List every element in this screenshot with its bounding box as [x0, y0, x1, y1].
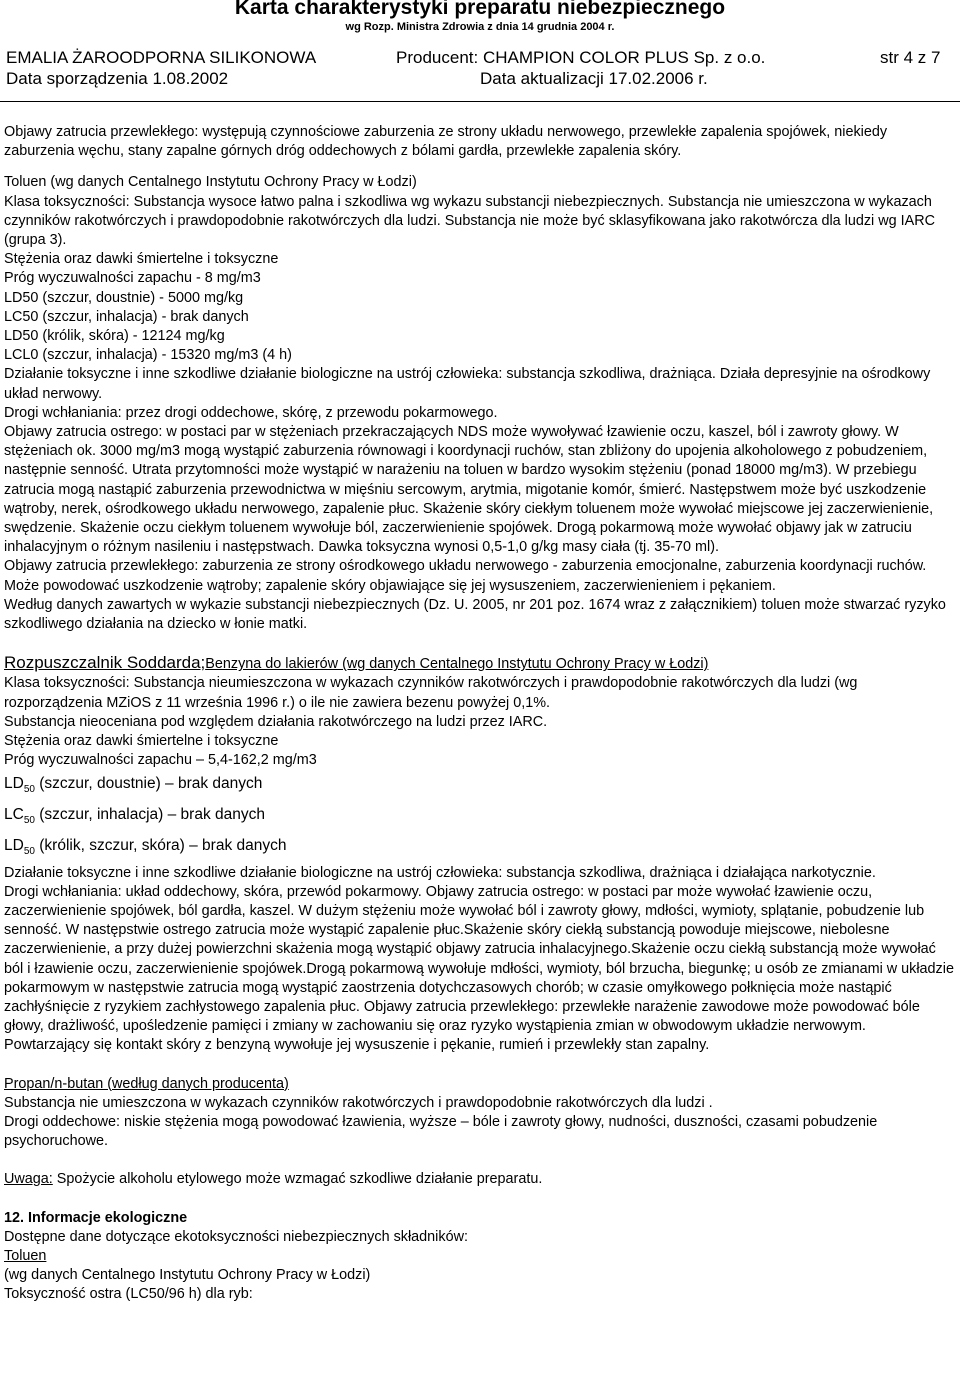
subscript-50: 50 — [23, 783, 35, 795]
ld-prefix: LD — [4, 836, 24, 854]
toluene-odor-threshold: Próg wyczuwalności zapachu - 8 mg/m3 — [4, 270, 261, 287]
soddard-iarc: Substancja nieoceniana pod względem działania rakotwórczego na ludzi przez IARC. — [4, 713, 548, 730]
page-number: str 4 z 7 — [880, 48, 941, 67]
lc50-inhalation-text: (szczur, inhalacja) – brak danych — [34, 805, 265, 823]
ecotox-fish-toxicity: Toksyczność ostra (LC50/96 h) dla ryb: — [4, 1286, 253, 1303]
toluene-heading: Toluen (wg danych Centalnego Instytutu Ochrony Pracy w Łodzi) — [4, 174, 417, 191]
product-name: EMALIA ŻAROODPORNA SILIKONOWA — [6, 48, 317, 67]
soddard-toxic-effects: Działanie toksyczne i inne szkodliwe działanie biologiczne na ustrój człowieka: substancja szkodliwa, drażniąca i działająca narkotycznie. — [4, 864, 876, 881]
alcohol-note — [4, 1170, 954, 1189]
document-header — [0, 0, 960, 105]
update-date: Data aktualizacji 17.02.2006 r. — [480, 69, 708, 88]
soddard-ld50-oral — [4, 771, 954, 802]
toluene-ld50-skin: LD50 (królik, skóra) - 12124 mg/kg — [4, 328, 225, 345]
regulation-subtitle: wg Rozp. Ministra Zdrowia z dnia 14 grudnia 2004 r. — [345, 21, 615, 33]
ld50-oral-text: (szczur, doustnie) – brak danych — [34, 774, 263, 792]
ld50-skin-text: (królik, szczur, skóra) – brak danych — [34, 836, 287, 854]
toluene-lcl0-inhalation: LCL0 (szczur, inhalacja) - 15320 mg/m3 (4 h) — [4, 347, 292, 364]
ld-prefix: LD — [4, 774, 24, 792]
toluene-ld50-oral: LD50 (szczur, doustnie) - 5000 mg/kg — [4, 289, 244, 306]
note-label: Uwaga: — [4, 1171, 53, 1188]
toluene-lethal-heading: Stężenia oraz dawki śmiertelne i toksyczne — [4, 251, 279, 268]
header-divider — [0, 101, 960, 102]
creation-date: Data sporządzenia 1.08.2002 — [6, 69, 229, 88]
toluene-absorption-routes: Drogi wchłaniania: przez drogi oddechowe, skórę, z przewodu pokarmowego. — [4, 404, 498, 421]
toluene-pregnancy-risk: Według danych zawartych w wykazie substancji niebezpiecznych (Dz. U. 2005, nr 201 poz. 1674 wraz z załącznikiem) toluen może stwarzać ryzyko szkodliwego działania na dziecko w łonie matki. — [4, 596, 946, 633]
ecotox-intro: Dostępne dane dotyczące ekotoksyczności niebezpiecznych składników: — [4, 1228, 468, 1245]
propane-classification: Substancja nie umieszczona w wykazach czynników rakotwórczych i prawdopodobnie rakotwórczych dla ludzi . — [4, 1094, 713, 1111]
soddard-heading-main: Rozpuszczalnik Soddarda; — [4, 653, 206, 673]
soddard-lethal-heading: Stężenia oraz dawki śmiertelne i toksyczne — [4, 733, 279, 750]
lc-prefix: LC — [4, 805, 24, 823]
toluene-classification: Klasa toksyczności: Substancja wysoce łatwo palna i szkodliwa wg wykazu substancji niebezpiecznych. Substancja nie umieszczona w wykazach czynników rakotwórczych i prawdopodobnie rakotwórczych dla ludzi. Substancja nie może być sklasyfikowana jako rakotwórcza dla ludzi wg IARC (grupa 3). — [4, 193, 936, 249]
section-12-heading: 12. Informacje ekologiczne — [4, 1209, 188, 1226]
subscript-50: 50 — [23, 845, 35, 857]
subscript-50: 50 — [23, 814, 35, 826]
soddard-lc50-inhalation — [4, 802, 954, 833]
propane-routes: Drogi oddechowe: niskie stężenia mogą powodować łzawienia, wyższe – bóle i zawroty głowy, nudności, duszności, czasami pobudzenie psychoruchowe. — [4, 1113, 878, 1150]
soddard-heading-rest: Benzyna do lakierów (wg danych Centalnego Instytutu Ochrony Pracy w Łodzi) — [205, 656, 709, 673]
toluene-lc50-inhalation: LC50 (szczur, inhalacja) - brak danych — [4, 308, 249, 325]
soddard-classification: Klasa toksyczności: Substancja nieumieszczona w wykazach czynników rakotwórczych i prawdopodobnie rakotwórczych dla ludzi (wg rozporządzenia MZiOS z 11 września 1996 r.) o ile nie zawiera bezenu powyżej 0,1%. — [4, 675, 858, 711]
propane-heading: Propan/n-butan (według danych producenta) — [4, 1075, 289, 1092]
toluene-toxic-effects: Działanie toksyczne i inne szkodliwe działanie biologiczne na ustrój człowieka: substancja szkodliwa, drażniąca. Działa depresyjnie na ośrodkowy układ nerwowy. — [4, 366, 931, 402]
document-body — [4, 123, 954, 1305]
producer-name: Producent: CHAMPION COLOR PLUS Sp. z o.o. — [396, 48, 766, 67]
soddard-ld50-skin — [4, 833, 954, 864]
soddard-odor-threshold: Próg wyczuwalności zapachu – 5,4-162,2 mg/m3 — [4, 752, 317, 769]
toluene-chronic-poisoning: Objawy zatrucia przewlekłego: zaburzenia ze strony ośrodkowego układu nerwowego - zaburzenia emocjonalne, zaburzenia koordynacji ruchów. Może powodować uszkodzenie wątroby; zapalenie skóry objawiające się jej wysuszeniem, zaczerwienieniem i pękaniem. — [4, 558, 927, 594]
ecotox-source: (wg danych Centalnego Instytutu Ochrony Pracy w Łodzi) — [4, 1267, 371, 1284]
note-text: Spożycie alkoholu etylowego może wzmagać szkodliwe działanie preparatu. — [52, 1171, 543, 1188]
soddard-heading — [4, 653, 954, 674]
soddard-absorption-routes: Drogi wchłaniania: układ oddechowy, skóra, przewód pokarmowy. Objawy zatrucia ostrego: w postaci par może wywołać łzawienie oczu, zaczerwienienie spojówek, ból gardła, kaszel. W dużym stężeniu może wywołać ból i zawroty głowy, mdłości, wymioty, splątanie, pobudzenie lub senność. W następstwie ostrego zatrucia może wystąpić zapalenie płuc.Skażenie skóry ciekłą substancją powoduje miejscowe, niebolesne zaczerwienienie, a przy dużej powierzchni skażenia mogą wystąpić objawy zatrucia inhalacyjnego.Skażenie oczu ciekłą substancją może wywołać ból i łzawienie oczu, zaczerwienienie spojówek.Drogą pokarmową wywołuje mdłości, wymioty, ból brzucha, biegunkę; u osób ze zmianami w układzie pokarmowym w następstwie zatrucia mogą wystąpić zaostrzenia dotychczasowych chorób; w czasie omyłkowego połknięcia może nastąpić zachłyśnięcie z ryzykiem zachłystowego zapalenia płuc. Objawy zatrucia przewlekłego: przewlekłe narażenie zawodowe może powodować bóle głowy, drażliwość, upośledzenie pamięci i zmiany w zachowaniu się oraz ryzyko wystąpienia zmian w obwodowym układzie nerwowym. Powtarzający się kontakt skóry z benzyną wywołuje jej wysuszenie i pękanie, rumień i przewlekły stan zapalny. — [4, 883, 954, 1054]
toluene-acute-poisoning: Objawy zatrucia ostrego: w postaci par w stężeniach przekraczających NDS może wywoływać łzawienie oczu, kaszel, ból i zawroty głowy. W stężeniach ok. 3000 mg/m3 mogą wystąpić zaburzenia równowagi i koordynacji ruchów, stan zbliżony do upojenia alkoholowego z pobudzeniem, następnie senność. Utrata przytomności może wystąpić w narażeniu na toluen w bardzo wysokim stężeniu (ponad 18000 mg/m3). W przebiegu zatrucia mogą nastąpić zaburzenia przewodnictwa w mięśniu sercowym, arytmia, migotanie komór, śmierć. Następstwem może być uszkodzenie wątroby, nerek, ośrodkowego układu nerwowego, zapalenie płuc. Skażenie skóry ciekłym toluenem może wywołać miejscowe jej zaczerwienienie, swędzenie. Skażenie oczu ciekłym toluenem wywołuje ból, zaczerwienienie spojówek. Drogą pokarmową może wywołać objawy jak w zatruciu inhalacyjnym o różnym nasileniu i następstwach. Dawka toksyczna wynosi 0,5-1,0 g/kg masy ciała (tj. 35-70 ml). — [4, 424, 934, 556]
document-title: Karta charakterystyki preparatu niebezpiecznego — [234, 0, 726, 19]
ecotox-toluene-label: Toluen — [4, 1247, 47, 1264]
chronic-poisoning-paragraph: Objawy zatrucia przewlekłego: występują czynnościowe zaburzenia ze strony układu nerwowego, przewlekłe zapalenia spojówek, niekiedy zaburzenia węchu, stany zapalne górnych dróg oddechowych z bólami gardła, przewlekłe zapalenia skóry. — [4, 124, 888, 160]
